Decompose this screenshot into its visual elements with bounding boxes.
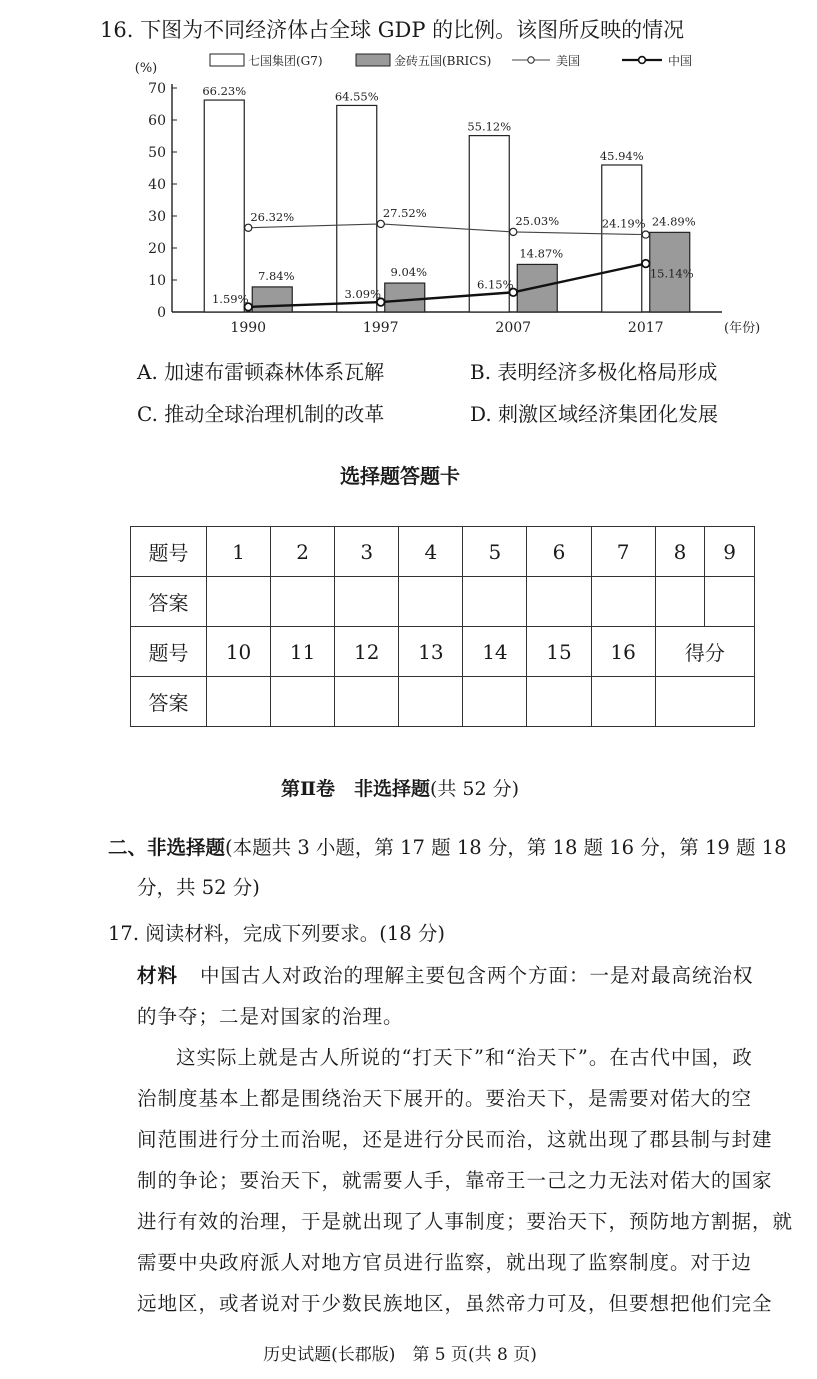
g7-bar-label: 64.55% [334, 89, 379, 104]
answer-card-table [130, 526, 755, 727]
answer-cell[interactable] [399, 677, 463, 727]
number-label: 题号 [131, 627, 207, 677]
answer-cell[interactable] [399, 577, 463, 627]
g7-bar [204, 100, 244, 312]
brics-bar-label: 7.84% [257, 268, 295, 283]
number-row-2 [131, 627, 755, 677]
answer-cell[interactable] [271, 577, 335, 627]
question-16-stem: 16. 下图为不同经济体占全球 GDP 的比例。该图所反映的情况 [100, 18, 685, 42]
answer-cell[interactable] [463, 677, 527, 727]
material-text: 中国古人对政治的理解主要包含两个方面：一是对最高统治权 [200, 964, 754, 987]
page-footer: 历史试题(长郡版) 第 5 页(共 8 页) [263, 1345, 537, 1365]
china-point-label: 6.15% [476, 277, 514, 292]
score-cell[interactable] [655, 677, 754, 727]
china-point-label: 3.09% [344, 287, 382, 302]
answer-cell[interactable] [207, 577, 271, 627]
x-tick-label: 1997 [362, 320, 399, 336]
y-tick-label: 30 [148, 209, 166, 225]
g7-bar [337, 105, 377, 312]
volume-points: (共 52 分) [429, 778, 520, 800]
legend-brics-label: 金砖五国(BRICS) [394, 54, 492, 68]
g7-bar [602, 165, 642, 312]
china-point-label: 15.14% [649, 266, 694, 281]
answer-cell[interactable] [335, 577, 399, 627]
q-number: 1 [207, 527, 271, 577]
x-tick-label: 2007 [495, 320, 532, 336]
gdp-share-chart [110, 52, 761, 342]
us-point [642, 231, 649, 238]
q-number: 16 [591, 627, 655, 677]
q-number: 8 [655, 527, 705, 577]
legend-china-marker [639, 57, 646, 64]
answer-label: 答案 [131, 677, 207, 727]
material-line-2: 的争夺；二是对国家的治理。 [137, 1005, 404, 1028]
material-line-7: 进行有效的治理，于是就出现了人事制度；要治天下，预防地方割据，就 [137, 1210, 794, 1233]
answer-cell[interactable] [591, 677, 655, 727]
answer-cell[interactable] [527, 677, 591, 727]
us-line [248, 224, 646, 235]
answer-row-2 [131, 677, 755, 727]
legend-g7-swatch [210, 54, 244, 66]
china-point-label: 1.59% [211, 291, 249, 306]
brics-bar [252, 287, 292, 312]
us-point-label: 26.32% [250, 209, 295, 224]
material-label: 材料 [137, 964, 179, 987]
q-number: 6 [527, 527, 591, 577]
section-heading [108, 828, 788, 867]
q-number: 4 [399, 527, 463, 577]
material-line-4: 治制度基本上都是围绕治天下展开的。要治天下，是需要对偌大的空 [137, 1087, 753, 1110]
us-point [510, 228, 517, 235]
option-a[interactable]: A. 加速布雷顿森林体系瓦解 [137, 360, 385, 384]
q-number: 11 [271, 627, 335, 677]
china-line [248, 264, 646, 307]
material-line-8: 需要中央政府派人对地方官员进行监察，就出现了监察制度。对于边 [137, 1251, 753, 1274]
y-tick-label: 10 [148, 273, 166, 289]
answer-card-title: 选择题答题卡 [340, 464, 460, 488]
y-tick-label: 40 [148, 177, 166, 193]
q-number: 13 [399, 627, 463, 677]
option-d[interactable]: D. 刺激区域经济集团化发展 [470, 402, 719, 426]
legend-china-label: 中国 [668, 54, 693, 68]
x-tick-label: 1990 [230, 320, 267, 336]
us-point [377, 220, 384, 227]
question-17-stem: 17. 阅读材料，完成下列要求。(18 分) [108, 922, 445, 945]
answer-row-1 [131, 577, 755, 627]
section-heading-rest-1: (本题共 3 小题，第 17 题 18 分，第 18 题 16 分，第 19 题 18 [225, 836, 787, 859]
answer-cell[interactable] [207, 677, 271, 727]
q-number: 7 [591, 527, 655, 577]
legend-g7-label: 七国集团(G7) [248, 54, 323, 68]
legend-us-label: 美国 [556, 54, 581, 68]
x-tick-label: 2017 [627, 320, 664, 336]
brics-bar [385, 283, 425, 312]
volume-title-text: 第Ⅱ卷 非选择题 [280, 778, 430, 800]
y-tick-label: 70 [148, 81, 166, 97]
option-c[interactable]: C. 推动全球治理机制的改革 [137, 402, 385, 426]
option-b[interactable]: B. 表明经济多极化格局形成 [470, 360, 718, 384]
brics-bar-label: 14.87% [519, 246, 564, 261]
answer-cell[interactable] [335, 677, 399, 727]
number-label: 题号 [131, 527, 207, 577]
y-axis-label: (%) [134, 61, 158, 76]
legend-us-marker [528, 57, 534, 63]
answer-cell[interactable] [705, 577, 755, 627]
q-number: 14 [463, 627, 527, 677]
brics-bar-label: 24.89% [651, 214, 696, 229]
y-tick-label: 20 [148, 241, 166, 257]
y-tick-label: 60 [148, 113, 166, 129]
q-number: 2 [271, 527, 335, 577]
us-point-label: 24.19% [601, 216, 646, 231]
q-number: 12 [335, 627, 399, 677]
material-line-1 [137, 956, 787, 996]
legend-brics-swatch [356, 54, 390, 66]
x-axis-label: (年份) [724, 321, 761, 336]
q-number: 10 [207, 627, 271, 677]
us-point [245, 224, 252, 231]
q-number: 5 [463, 527, 527, 577]
us-point-label: 27.52% [382, 205, 427, 220]
score-label: 得分 [655, 627, 754, 677]
answer-cell[interactable] [463, 577, 527, 627]
us-point-label: 25.03% [515, 213, 560, 228]
answer-cell[interactable] [527, 577, 591, 627]
answer-label: 答案 [131, 577, 207, 627]
q-number: 9 [705, 527, 755, 577]
answer-cell[interactable] [655, 577, 705, 627]
material-line-3: 这实际上就是古人所说的“打天下”和“治天下”。在古代中国，政 [176, 1046, 753, 1069]
material-line-9: 远地区，或者说对于少数民族地区，虽然帝力可及，但要想把他们完全 [137, 1292, 773, 1315]
q-number: 3 [335, 527, 399, 577]
answer-cell[interactable] [271, 677, 335, 727]
y-tick-label: 0 [157, 305, 166, 321]
g7-bar-label: 45.94% [599, 148, 644, 163]
y-tick-label: 50 [148, 145, 166, 161]
section-heading-rest-2: 分，共 52 分) [137, 876, 260, 899]
material-line-5: 间范围进行分土而治呢，还是进行分民而治，这就出现了郡县制与封建 [137, 1128, 773, 1151]
q-number: 15 [527, 627, 591, 677]
material-line-6: 制的争论；要治天下，就需要人手，靠帝王一己之力无法对偌大的国家 [137, 1169, 773, 1192]
volume-title [0, 774, 800, 801]
number-row-1 [131, 527, 755, 577]
g7-bar-label: 55.12% [467, 119, 512, 134]
answer-cell[interactable] [591, 577, 655, 627]
section-heading-bold: 二、非选择题 [108, 836, 226, 859]
china-point [642, 260, 650, 268]
brics-bar-label: 9.04% [390, 265, 428, 280]
g7-bar-label: 66.23% [202, 84, 247, 99]
